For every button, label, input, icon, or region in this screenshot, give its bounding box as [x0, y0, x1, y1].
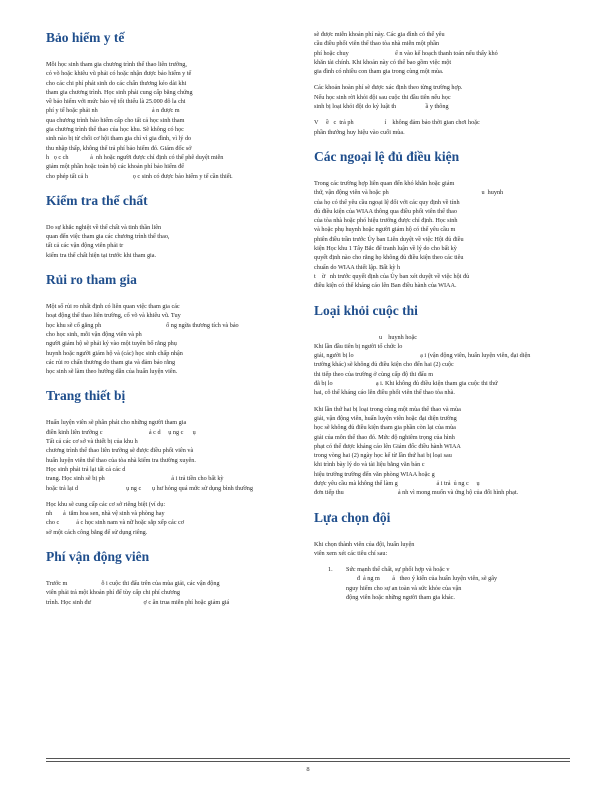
heading-ejection: Loại khỏi cuộc thi [314, 302, 418, 318]
paragraph: Khi lần thứ hai bị loại trong cùng một mùa thể thao và mùa giải, vận động viên, huấn luyện viên hoặc đại diện trường học sẽ không đủ điều kiện tham gia phần còn lại của mùa giải của môn thể thao đó. Mức độ nghiêm trọng của hình phạt có thể được kháng cáo lên Giám đốc điều hành WIAA trong vòng hai (2) ngày học kể từ lần thứ hai bị loại sau khi trình bày lý do và tài liệu bằng văn bản c hiệu trưởng trường đến văn phòng WIAA hoặc g được yêu cầu mà không thể làm g ả i trả ủ ng c ụ đơn tiếp thu ả nh vì mong muốn và ứng hộ của đối hình phạt. [314, 405, 519, 497]
paragraph: Khi chọn thành viên của đội, huấn luyện viên xem xét các tiêu chí sau: [314, 540, 415, 557]
heading-team-selection: Lựa chọn đội [314, 509, 391, 525]
paragraph: Do sự khắc nghiệt về thể chất và tinh thần liên quan đến việc tham gia các chương trình thể thao, tất cả các vận động viên phải tr kiểm tra thể chất hiện tại trước khi tham gia. [46, 223, 170, 259]
list-item [314, 565, 576, 602]
paragraph: Trong các trường hợp liên quan đến khó khăn hoặc giảm thứ, vận động viên và hoặc ph u huynh của họ có thể yêu cầu ngoại lệ đối với các quy định về tính đủ điều kiện của WIAA thông qua điều phối viên thể thao của tòa nhà hoặc phó hiệu trưởng được chỉ định. Học sinh và hoặc phụ huynh hoặc người giám hộ có thể yêu cầu m phiên điều trần trước Ủy ban Liên duyệt về việc Hội đủ điều kiện Học khu 1 Tây Bắc để tranh luận về lý do cho bất kỳ quyết định nào cho rằng họ không đủ điều kiện theo các tiêu chuẩn do WIAA thiết lập. Bất kỳ h t ừ nh trước quyết định của Ủy ban xét duyệt về việc hội đủ điều kiện có thể kháng cáo lên Ban điều hành của WIAA. [314, 179, 504, 290]
section-athlete-fees [46, 549, 308, 607]
paragraph: Trước m ỗ i cuộc thi đấu trên của mùa giải, các vận động viên phải trả một khoản phí để tùy cấp chi phí chương trình. Học sinh đư ợ c ân trua miễn phí hoặc giảm giá [46, 579, 230, 606]
heading-health-insurance: Bảo hiểm y tế [46, 30, 125, 45]
paragraph: V ề c trả ph í không đảm bảo thời gian chơi hoặc phần thưởng huy hiệu vào cuối mùa. [314, 119, 480, 136]
list-item-number: 1. [328, 566, 333, 574]
heading-equipment: Trang thiết bị [46, 388, 126, 404]
paragraph: sẽ được miễn khoản phí này. Các gia đình có thể yêu cầu điều phối viên thể thao tòa nhà miễn một phần phí hoặc chuy ể n vào kế hoạch thanh toán nếu thấy khó khăn tài chính. Khi khoản này có thể bao gồm việc một gia đình có nhiều con tham gia trong cùng một mùa. [314, 31, 498, 76]
section-team-selection [314, 510, 576, 603]
section-health-insurance [46, 30, 308, 181]
heading-athlete-fees: Phí vận động viên [46, 548, 150, 564]
heading-participation-risk: Rủi ro tham gia [46, 272, 137, 288]
paragraph: Mỗi học sinh tham gia chương trình thể thao liên trường, có võ hoặc khiêu vũ phải có hoặc nhận được bảo hiểm y tế cho các chi phí phát sinh do các chấn thương kéo dài khi tham gia chương trình. Học sinh phải cung cấp bằng chứng về bảo hiểm với mức bảo vệ tối thiểu là 25.000 đô la chi phí y tế hoặc phải nh ả n được m qua chương trình bảo hiểm cấp cho tất cả học sinh tham gia chương trình thể thao của học khu. Sẽ không có học sinh nào bị từ chối cơ hội tham gia chỉ vì gia đình, vì lý do thu nhập thấp, không thể trả phí bảo hiểm đó. Giám đốc sở h ọ c ch ả nh hoặc người được chỉ định có thể phê duyệt miễn giảm một phần hoặc toàn bộ các khoản phí bảo hiểm để cho phép tất cả h ọ c sinh có được bảo hiểm y tế cần thiết. [46, 61, 233, 180]
paragraph: Một số rủi ro nhất định có liên quan việc tham gia các hoạt động thể thao liên trường, cổ võ và khiêu vũ. Tuy học khu sẽ cố gắng ph ố ng ngừa thương tích và bảo cho học sinh, mỗi vận động viên và ph người giám hộ sẽ phải ký vào một tuyên bố rằng phụ huynh hoặc người giám hộ và (các) học sinh chấp nhận các rủi ro chấn thương do tham gia và đảm bảo rằng học sinh sẽ làm theo hướng dẫn của huấn luyện viên. [46, 303, 239, 376]
list-item-text: Sức mạnh thể chất, sự phối hợp và hoặc v đ ả ng m ả theo ý kiến của huấn luyện viên, sẽ gây nguy hiểm cho sự an toàn và sức khỏe của vận động viên hoặc những người tham gia khác. [346, 566, 498, 602]
heading-eligibility-exceptions: Các ngoại lệ đủ điều kiện [314, 148, 460, 164]
footer-rule [46, 758, 570, 759]
page-number: 8 [306, 766, 310, 773]
paragraph: Huấn luyện viên sẽ phân phát cho những người tham gia điền kinh liên trường c ả c d ụ ng c ụ Tất cả các cơ sở và thiết bị của khu h chương trình thể thao liên trường sẽ được điều phối viên và huấn luyện viên thể thao của tòa nhà kiểm tra thường xuyên. Học sinh phải trả lại tất cả các d trang. Học sinh sẽ bị ph ả i trả tiền cho bất kỳ hoặc trả lại d ụ ng c ụ hư hỏng quá mức sử dụng bình thường [46, 419, 253, 492]
section-physical-exam [46, 193, 308, 260]
section-eligibility-exceptions [314, 149, 576, 291]
heading-physical-exam: Kiểm tra thể chất [46, 192, 148, 208]
criteria-list [314, 565, 576, 602]
section-equipment [46, 388, 308, 537]
right-column [314, 30, 576, 614]
section-ejection [314, 303, 576, 498]
footer-rule-thin [46, 761, 570, 762]
section-fees-continued [314, 30, 576, 137]
left-column [46, 30, 308, 619]
paragraph: Các khoản hoàn phí sẽ được xác định theo từng trường hợp. Nếu học sinh rời khỏi đội sau cuộc thi đầu tiên nếu học sinh bị loại khỏi đội do kỷ luật th ầ y thông [314, 84, 463, 111]
section-participation-risk [46, 272, 308, 376]
paragraph: u huynh hoặc Khi lần đầu tiên bị người tổ chức lo giải, người bị lo ạ i (vận động viên, huấn luyện viên, đại diện trường khác) sẽ không đủ điều kiện cho đến hai (2) cuộc thi tiếp theo của trường ở cùng cấp độ thi đấu m đã bị lo ạ i. Khi không đủ điều kiện tham gia cuộc thi thứ hai, cô thể kháng cáo lên điều phối viên thể thao tòa nhà. [314, 333, 531, 397]
paragraph: Học khu sẽ cung cấp các cơ sở riêng biệt (ví dụ: nh ả tắm hoa sen, nhà vệ sinh và phòng hay cho c ả c học sinh nam và nữ hoặc sắp xếp các cơ sở một cách công bằng để sử dụng riêng. [46, 500, 185, 536]
